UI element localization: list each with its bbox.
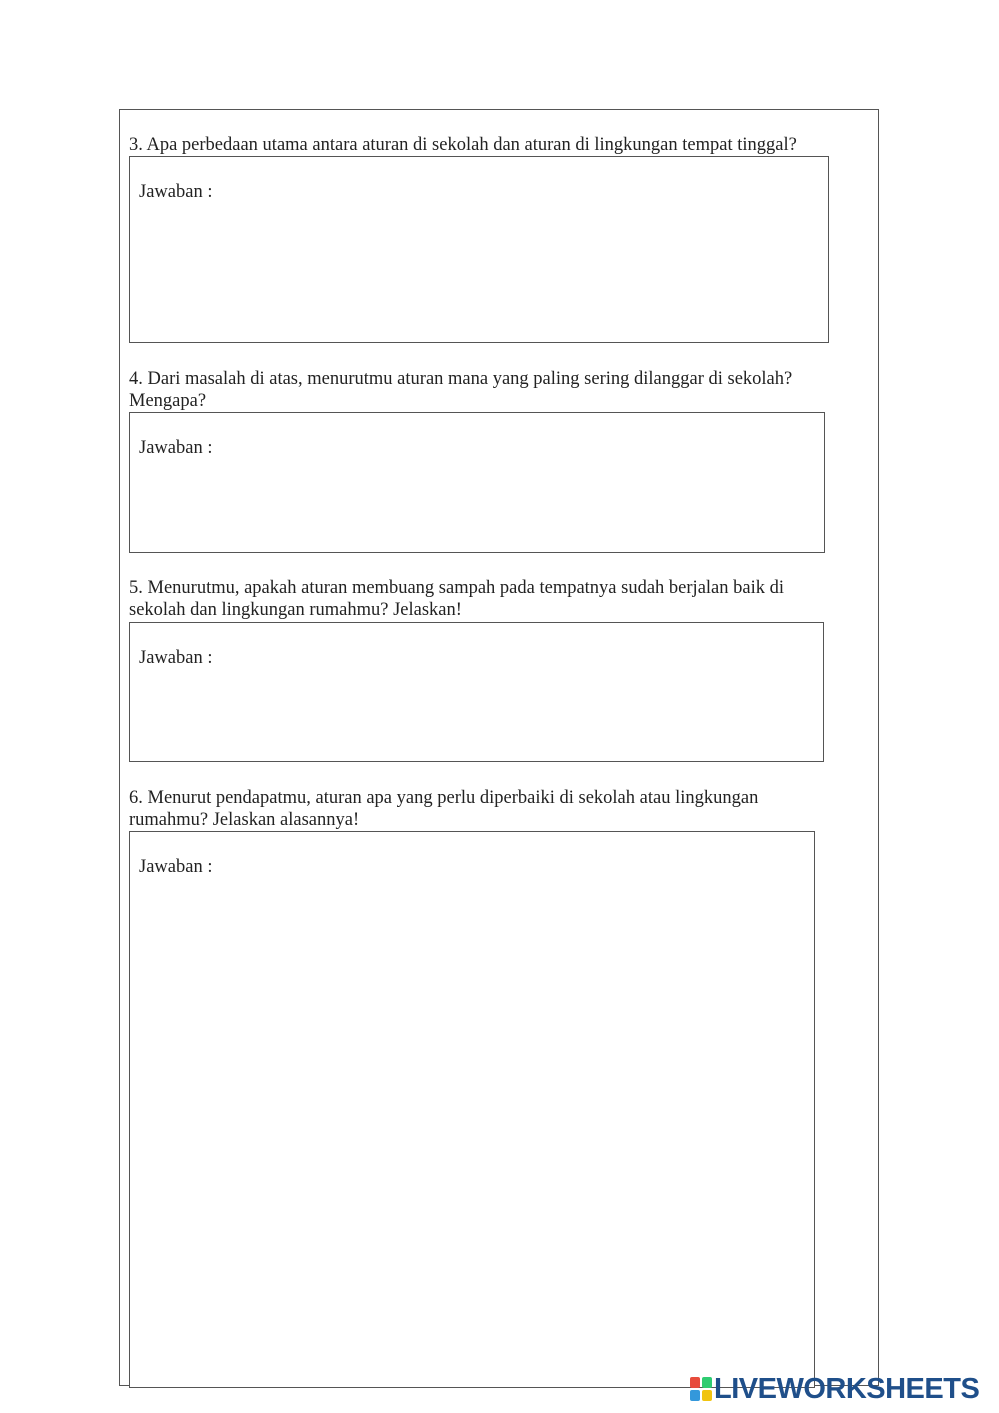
answer-label-6: Jawaban : bbox=[139, 857, 213, 877]
question-4-line-2: Mengapa? bbox=[129, 391, 207, 411]
brand-text: LIVEWORKSHEETS bbox=[714, 1372, 980, 1405]
question-5 bbox=[129, 577, 784, 621]
question-5-line-1: 5. Menurutmu, apakah aturan membuang sampah pada tempatnya sudah berjalan baik di bbox=[129, 578, 784, 598]
question-3-line-1: 3. Apa perbedaan utama antara aturan di sekolah dan aturan di lingkungan tempat tinggal? bbox=[129, 135, 797, 155]
question-5-line-2: sekolah dan lingkungan rumahmu? Jelaskan! bbox=[129, 600, 462, 620]
answer-label-5: Jawaban : bbox=[139, 648, 213, 668]
answer-box-3[interactable] bbox=[129, 156, 829, 343]
question-6-line-2: rumahmu? Jelaskan alasannya! bbox=[129, 810, 360, 830]
answer-box-6[interactable] bbox=[129, 831, 815, 1388]
question-4 bbox=[129, 368, 792, 412]
answer-label-4: Jawaban : bbox=[139, 438, 213, 458]
question-6-line-1: 6. Menurut pendapatmu, aturan apa yang perlu diperbaiki di sekolah atau lingkungan bbox=[129, 788, 759, 808]
answer-box-4[interactable] bbox=[129, 412, 825, 553]
question-6 bbox=[129, 787, 758, 831]
liveworksheets-brand[interactable] bbox=[690, 1373, 979, 1405]
liveworksheets-logo-icon bbox=[690, 1377, 712, 1401]
answer-box-5[interactable] bbox=[129, 622, 824, 762]
answer-label-3: Jawaban : bbox=[139, 182, 213, 202]
question-3 bbox=[129, 134, 797, 156]
question-4-line-1: 4. Dari masalah di atas, menurutmu aturan mana yang paling sering dilanggar di sekolah? bbox=[129, 369, 793, 389]
